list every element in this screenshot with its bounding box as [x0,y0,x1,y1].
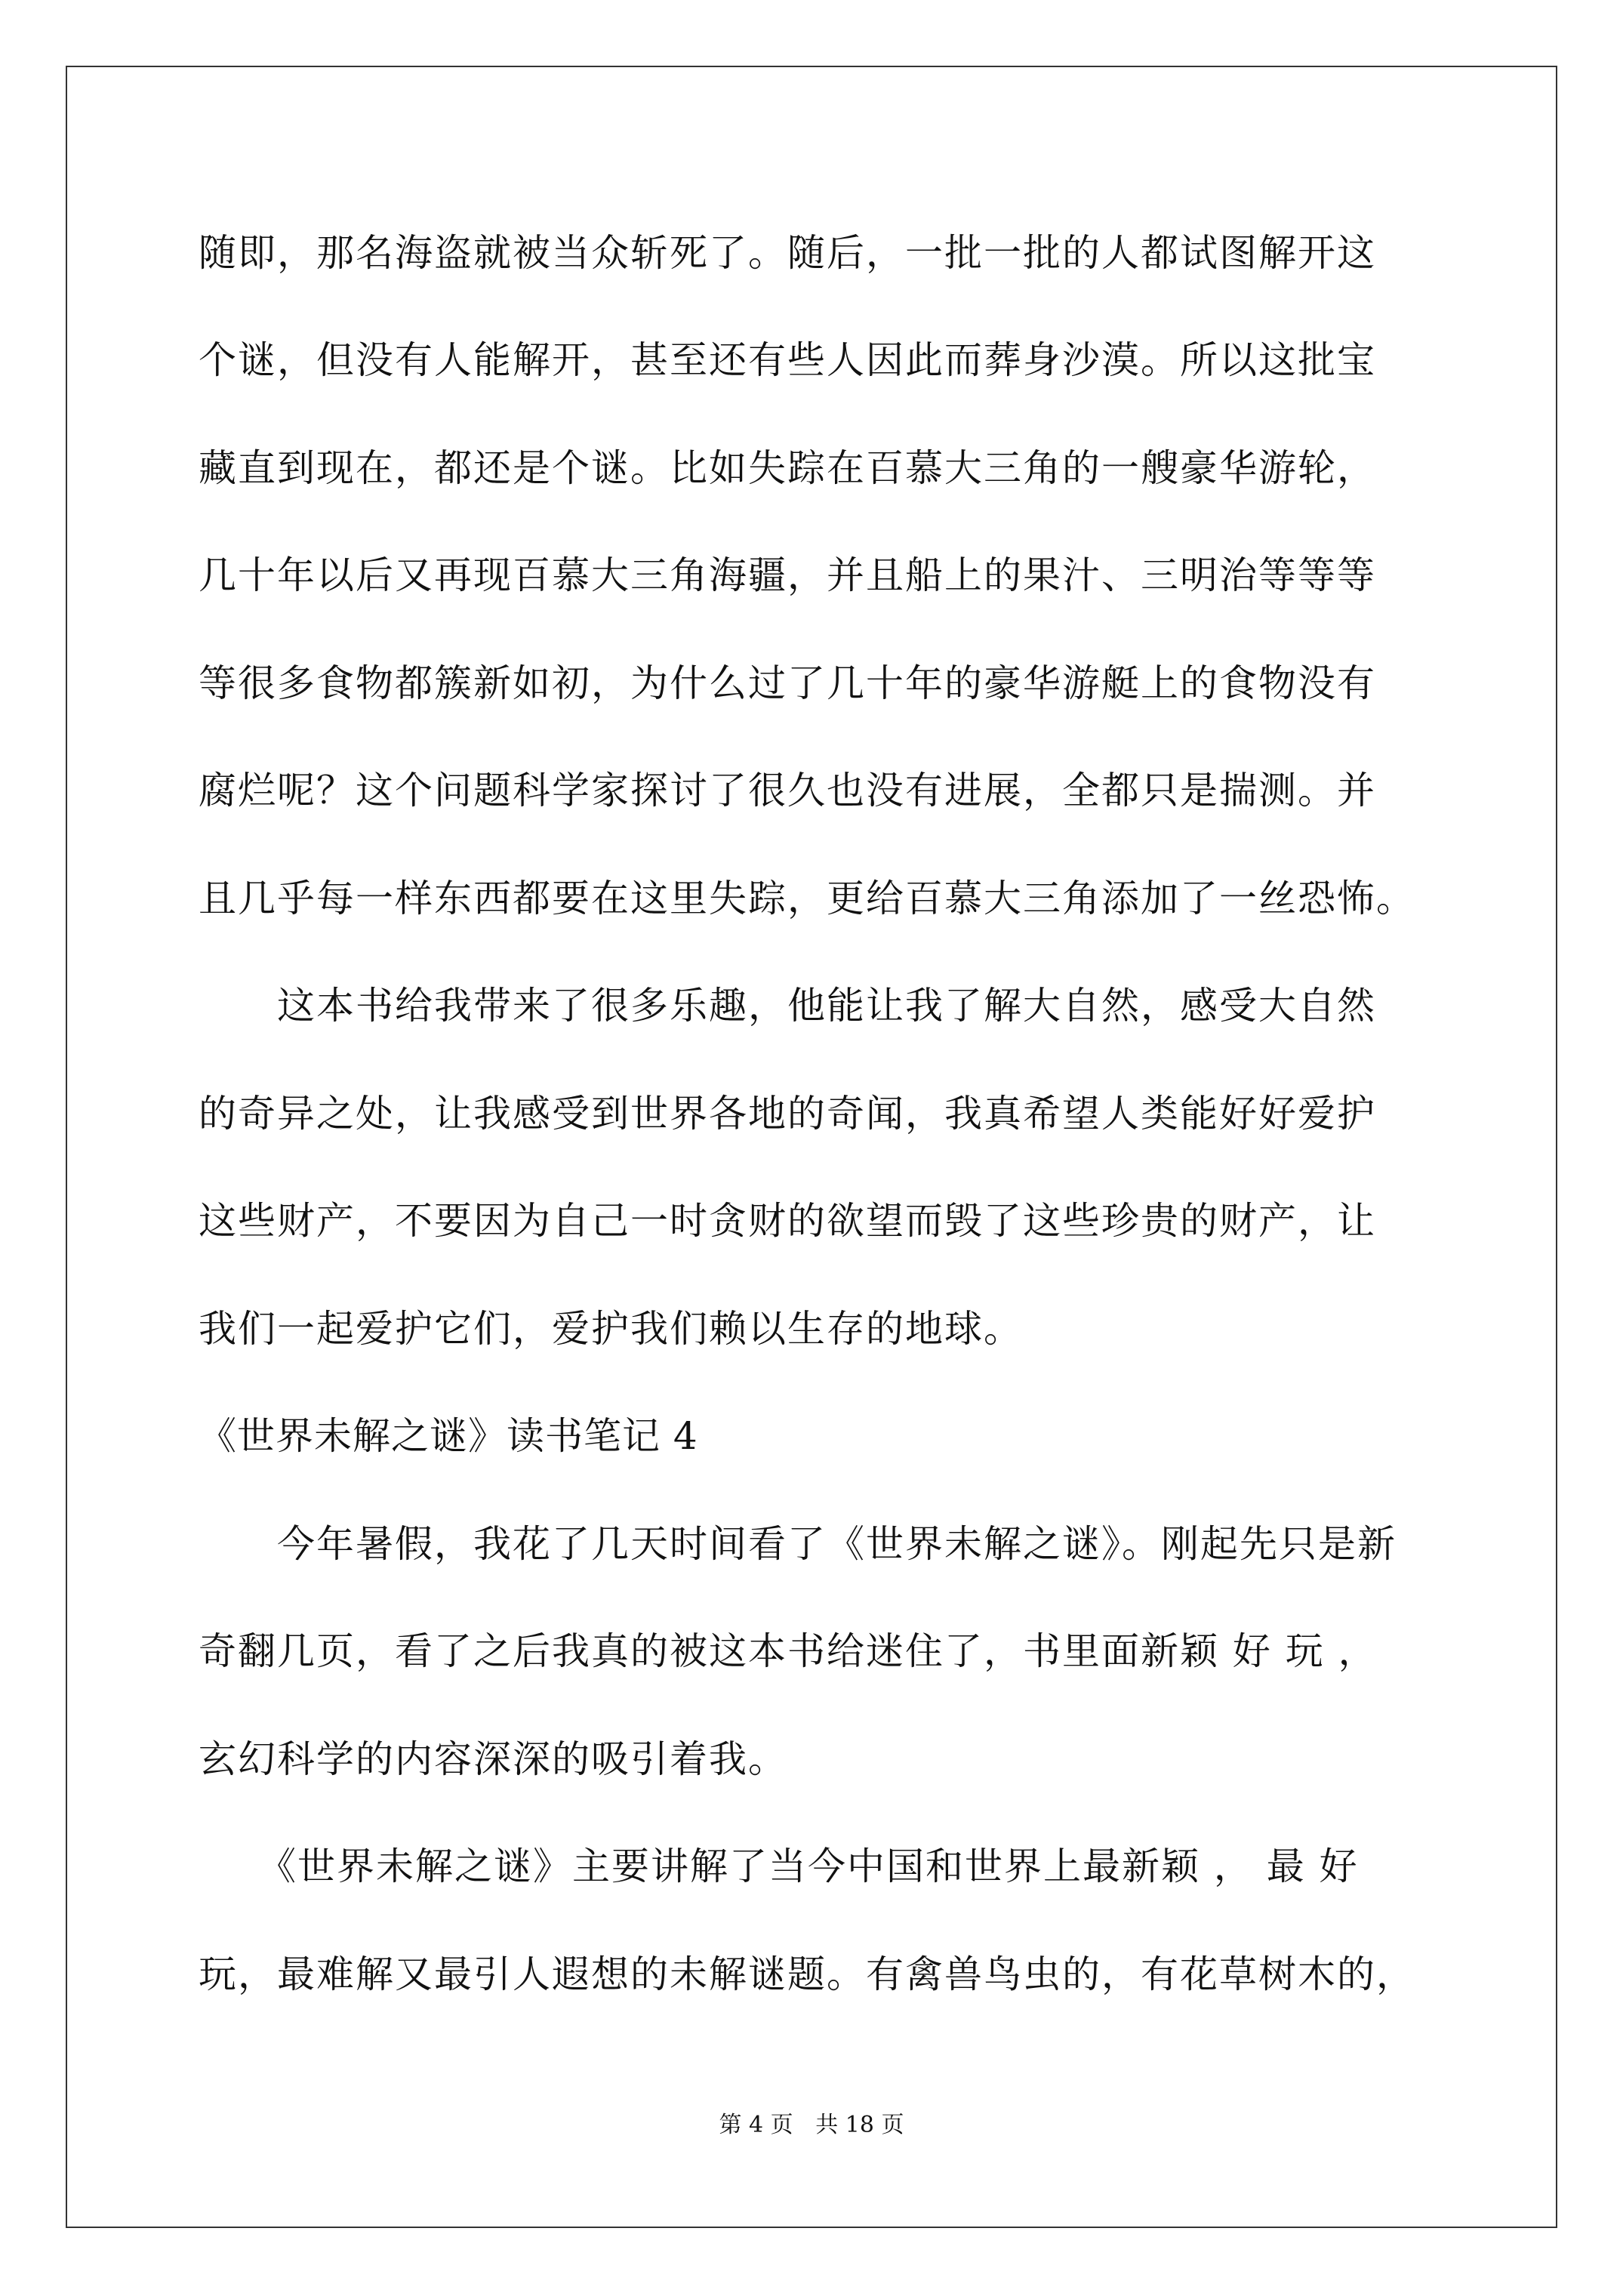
text-line: 的奇异之处，让我感受到世界各地的奇闻，我真希望人类能好好爱护 [199,1092,1376,1136]
page-total: 共 18 页 [815,2112,904,2138]
text-line: 几十年以后又再现百慕大三角海疆，并且船上的果汁、三明治等等等 [199,553,1376,597]
text-line: 腐烂呢？这个问题科学家探讨了很久也没有进展，全都只是揣测。并 [199,769,1376,812]
text-line: 我们一起爱护它们，爱护我们赖以生存的地球。 [199,1307,1023,1351]
page-number: 第 4 页 [719,2112,793,2138]
text-line: 玄幻科学的内容深深的吸引着我。 [199,1737,787,1781]
section-heading: 《世界未解之谜》读书笔记 4 [199,1414,698,1458]
text-line: 个谜，但没有人能解开，甚至还有些人因此而葬身沙漠。所以这批宝 [199,338,1376,382]
text-line: 这些财产，不要因为自己一时贪财的欲望而毁了这些珍贵的财产，让 [199,1199,1376,1243]
text-line: 藏直到现在，都还是个谜。比如失踪在百慕大三角的一艘豪华游轮， [199,446,1376,490]
text-line: 玩，最难解又最引人遐想的未解谜题。有禽兽鸟虫的，有花草树木的， [199,1952,1415,1996]
text-line: 随即，那名海盗就被当众斩死了。随后，一批一批的人都试图解开这 [199,231,1376,275]
text-line: 今年暑假，我花了几天时间看了《世界未解之谜》。刚起先只是新 [199,1522,1397,1566]
text-line: 奇翻几页，看了之后我真的被这本书给迷住了，书里面新颖 好 玩 ， [199,1629,1378,1673]
text-line: 这本书给我带来了很多乐趣，他能让我了解大自然，感受大自然 [199,984,1376,1028]
text-line: 且几乎每一样东西都要在这里失踪，更给百慕大三角添加了一丝恐怖。 [199,877,1415,920]
text-line: 《世界未解之谜》主要讲解了当今中国和世界上最新颖 ， 最 好 [199,1845,1359,1888]
page-footer [0,2110,1623,2140]
text-line: 等很多食物都簇新如初，为什么过了几十年的豪华游艇上的食物没有 [199,661,1376,705]
